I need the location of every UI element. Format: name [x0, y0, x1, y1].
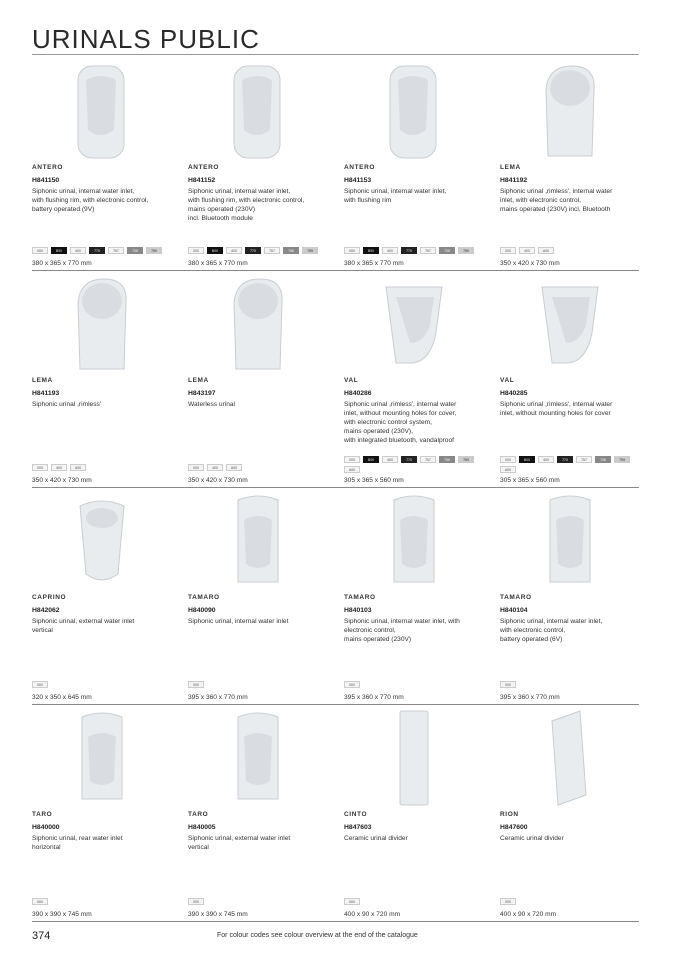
product-brand: LEMA	[500, 164, 521, 171]
product-description	[32, 400, 177, 409]
product-brand: TAMARO	[188, 594, 220, 601]
product-description	[344, 834, 489, 843]
product-dimensions: 350 x 420 x 730 mm	[188, 477, 248, 484]
colour-swatch: 400	[207, 464, 223, 471]
description-line: with integrated bluetooth, vandalproof	[344, 437, 454, 444]
colour-swatch: 000	[344, 247, 360, 254]
product-image	[32, 273, 172, 375]
colour-swatches	[500, 898, 640, 905]
colour-swatch: 770	[401, 247, 417, 254]
footer-note: For colour codes see colour overview at the end of the catalogue	[217, 932, 418, 939]
description-line: vertical	[188, 844, 209, 851]
product-dimensions: 380 x 365 x 770 mm	[32, 260, 92, 267]
description-line: with electronic control,	[500, 627, 566, 634]
product-brand: RION	[500, 811, 519, 818]
colour-swatch: A00	[500, 466, 516, 473]
product-image	[188, 60, 328, 162]
description-line: electronic control,	[344, 627, 396, 634]
product-code: H840005	[188, 824, 216, 831]
colour-swatches	[32, 464, 172, 471]
description-line: with flushing rim, with electronic control,	[188, 197, 305, 204]
product-description	[344, 617, 489, 644]
colour-swatch: 758	[127, 247, 143, 254]
colour-swatch: 000	[32, 464, 48, 471]
colour-swatches	[188, 681, 328, 688]
product-dimensions: 400 x 90 x 720 mm	[500, 911, 557, 918]
colour-swatch: 757	[264, 247, 280, 254]
description-line: mains operated (230V)	[188, 206, 256, 213]
product-code: H841153	[344, 177, 372, 184]
product-image	[344, 60, 484, 162]
description-line: Siphonic urinal ,rimless', internal water	[500, 401, 613, 408]
colour-swatch: 000	[188, 247, 204, 254]
colour-swatch: A00	[70, 464, 86, 471]
colour-swatch: 000	[500, 247, 516, 254]
colour-swatch: 400	[226, 247, 242, 254]
product-card	[500, 488, 645, 704]
product-description	[500, 834, 645, 843]
product-code: H841193	[32, 390, 60, 397]
product-description	[344, 400, 489, 445]
description-line: Siphonic urinal, internal water inlet	[188, 618, 289, 625]
product-card	[500, 271, 645, 487]
product-dimensions: 380 x 365 x 770 mm	[344, 260, 404, 267]
description-line: mains operated (230V) incl. Bluetooth	[500, 206, 611, 213]
colour-swatch: A00	[226, 464, 242, 471]
product-image	[344, 707, 484, 809]
product-description	[344, 187, 489, 205]
product-description	[32, 834, 177, 852]
colour-swatch: 757	[420, 247, 436, 254]
description-line: Siphonic urinal, external water inlet	[32, 618, 135, 625]
colour-swatch: 758	[283, 247, 299, 254]
colour-swatch: 770	[245, 247, 261, 254]
colour-swatch: 400	[519, 247, 535, 254]
description-line: horizontal	[32, 844, 61, 851]
product-brand: TARO	[32, 811, 53, 818]
product-code: H843197	[188, 390, 216, 397]
description-line: Siphonic urinal ,rimless', internal water	[344, 401, 457, 408]
colour-swatch: 757	[108, 247, 124, 254]
colour-swatch: B00	[519, 456, 535, 463]
description-line: with electronic control system,	[344, 419, 432, 426]
colour-swatch: 400	[382, 456, 398, 463]
description-line: inlet, without mounting holes for cover,	[344, 410, 457, 417]
product-brand: TAMARO	[500, 594, 532, 601]
product-grid	[32, 58, 639, 922]
description-line: Siphonic urinal, external water inlet	[188, 835, 291, 842]
description-line: inlet, without mounting holes for cover	[500, 410, 611, 417]
colour-swatches	[344, 456, 484, 473]
product-card	[32, 705, 177, 921]
description-line: vertical	[32, 627, 53, 634]
description-line: incl. Bluetooth module	[188, 215, 253, 222]
colour-swatch: 000	[344, 898, 360, 905]
colour-swatch: 757	[576, 456, 592, 463]
product-dimensions: 305 x 365 x 560 mm	[344, 477, 404, 484]
colour-swatch: 770	[89, 247, 105, 254]
product-dimensions: 395 x 360 x 770 mm	[344, 694, 404, 701]
product-brand: CINTO	[344, 811, 368, 818]
description-line: mains operated (230V),	[344, 428, 413, 435]
product-image	[32, 60, 172, 162]
product-dimensions: 395 x 360 x 770 mm	[500, 694, 560, 701]
product-card	[344, 705, 489, 921]
colour-swatch: 758	[595, 456, 611, 463]
product-image	[500, 273, 640, 375]
product-description	[500, 617, 645, 644]
description-line: Siphonic urinal, internal water inlet,	[32, 188, 135, 195]
product-dimensions: 395 x 360 x 770 mm	[188, 694, 248, 701]
product-description	[500, 187, 645, 214]
description-line: inlet, with electronic control,	[500, 197, 581, 204]
colour-swatch: 759	[458, 456, 474, 463]
colour-swatch: 400	[382, 247, 398, 254]
colour-swatch: 770	[557, 456, 573, 463]
product-dimensions: 390 x 390 x 745 mm	[188, 911, 248, 918]
product-brand: TARO	[188, 811, 209, 818]
product-image	[32, 707, 172, 809]
product-description	[188, 400, 333, 409]
colour-swatch: 000	[188, 464, 204, 471]
product-dimensions: 320 x 350 x 645 mm	[32, 694, 92, 701]
colour-swatches	[188, 898, 328, 905]
product-row	[32, 58, 639, 271]
colour-swatch: 758	[439, 456, 455, 463]
colour-swatch: B00	[51, 247, 67, 254]
product-code: H840000	[32, 824, 60, 831]
colour-swatches	[344, 247, 484, 254]
colour-swatch: B00	[207, 247, 223, 254]
colour-swatch: 000	[344, 456, 360, 463]
product-card	[32, 58, 177, 270]
description-line: Siphonic urinal, internal water inlet,	[500, 618, 603, 625]
description-line: Waterless urinal	[188, 401, 236, 408]
colour-swatch: 400	[51, 464, 67, 471]
product-description	[188, 187, 333, 223]
product-brand: VAL	[500, 377, 515, 384]
page-number: 374	[32, 930, 51, 942]
product-code: H841152	[188, 177, 216, 184]
product-image	[344, 490, 484, 592]
product-card	[188, 705, 333, 921]
colour-swatch: 000	[188, 681, 204, 688]
colour-swatch: 770	[401, 456, 417, 463]
product-code: H840286	[344, 390, 372, 397]
product-description	[500, 400, 645, 418]
product-image	[32, 490, 172, 592]
colour-swatch: 757	[420, 456, 436, 463]
product-card	[188, 271, 333, 487]
colour-swatch: 000	[344, 681, 360, 688]
product-card	[344, 488, 489, 704]
product-description	[32, 187, 177, 214]
product-description	[32, 617, 177, 635]
description-line: Siphonic urinal, internal water inlet,	[188, 188, 291, 195]
colour-swatch: B00	[363, 247, 379, 254]
colour-swatch: 400	[70, 247, 86, 254]
description-line: Siphonic urinal ,rimless'	[32, 401, 102, 408]
colour-swatches	[500, 456, 640, 473]
colour-swatches	[188, 247, 328, 254]
product-brand: LEMA	[32, 377, 53, 384]
product-dimensions: 390 x 390 x 745 mm	[32, 911, 92, 918]
product-row	[32, 705, 639, 922]
product-code: H840285	[500, 390, 528, 397]
product-card	[500, 58, 645, 270]
product-code: H841150	[32, 177, 60, 184]
product-brand: ANTERO	[344, 164, 376, 171]
product-dimensions: 380 x 365 x 770 mm	[188, 260, 248, 267]
description-line: with flushing rim	[344, 197, 392, 204]
colour-swatch: B00	[363, 456, 379, 463]
colour-swatch: 759	[302, 247, 318, 254]
description-line: mains operated (230V)	[344, 636, 412, 643]
product-brand: LEMA	[188, 377, 209, 384]
colour-swatch: 000	[500, 681, 516, 688]
colour-swatches	[500, 681, 640, 688]
product-code: H840090	[188, 607, 216, 614]
description-line: Ceramic urinal divider	[344, 835, 408, 842]
product-brand: TAMARO	[344, 594, 376, 601]
colour-swatch: 759	[146, 247, 162, 254]
colour-swatch: A00	[344, 466, 360, 473]
colour-swatches	[344, 898, 484, 905]
colour-swatch: 000	[500, 898, 516, 905]
colour-swatch: 400	[538, 456, 554, 463]
product-card	[344, 271, 489, 487]
colour-swatches	[500, 247, 640, 254]
product-dimensions: 400 x 90 x 720 mm	[344, 911, 401, 918]
colour-swatches	[32, 681, 172, 688]
description-line: with flushing rim, with electronic control,	[32, 197, 149, 204]
description-line: Ceramic urinal divider	[500, 835, 564, 842]
product-row	[32, 488, 639, 705]
colour-swatches	[344, 681, 484, 688]
product-brand: ANTERO	[188, 164, 220, 171]
colour-swatch: 000	[188, 898, 204, 905]
product-dimensions: 350 x 420 x 730 mm	[500, 260, 560, 267]
description-line: battery operated (6V)	[500, 636, 563, 643]
colour-swatches	[32, 247, 172, 254]
description-line: Siphonic urinal, internal water inlet,	[344, 188, 447, 195]
colour-swatch: 000	[32, 681, 48, 688]
product-code: H841192	[500, 177, 528, 184]
product-code: H840104	[500, 607, 528, 614]
product-code: H842062	[32, 607, 60, 614]
product-image	[500, 60, 640, 162]
colour-swatches	[188, 464, 328, 471]
description-line: Siphonic urinal, internal water inlet, with	[344, 618, 460, 625]
page-title: URINALS PUBLIC	[32, 24, 260, 54]
product-image	[188, 273, 328, 375]
product-code: H847603	[344, 824, 372, 831]
title-divider	[32, 54, 639, 55]
colour-swatch: 000	[500, 456, 516, 463]
product-description	[188, 617, 333, 626]
colour-swatch: A00	[538, 247, 554, 254]
colour-swatch: 000	[32, 898, 48, 905]
description-line: battery operated (9V)	[32, 206, 95, 213]
colour-swatch: 759	[614, 456, 630, 463]
product-code: H847600	[500, 824, 528, 831]
product-image	[500, 707, 640, 809]
description-line: Siphonic urinal, rear water inlet	[32, 835, 123, 842]
product-card	[32, 271, 177, 487]
product-image	[188, 707, 328, 809]
product-dimensions: 305 x 365 x 560 mm	[500, 477, 560, 484]
product-image	[500, 490, 640, 592]
product-card	[344, 58, 489, 270]
colour-swatch: 758	[439, 247, 455, 254]
product-brand: ANTERO	[32, 164, 64, 171]
product-image	[344, 273, 484, 375]
colour-swatch: 000	[32, 247, 48, 254]
product-description	[188, 834, 333, 852]
product-row	[32, 271, 639, 488]
description-line: Siphonic urinal ,rimless', internal water	[500, 188, 613, 195]
product-card	[32, 488, 177, 704]
product-card	[188, 58, 333, 270]
product-brand: CAPRINO	[32, 594, 67, 601]
product-card	[500, 705, 645, 921]
product-code: H840103	[344, 607, 372, 614]
colour-swatches	[32, 898, 172, 905]
product-image	[188, 490, 328, 592]
product-card	[188, 488, 333, 704]
colour-swatch: 759	[458, 247, 474, 254]
product-dimensions: 350 x 420 x 730 mm	[32, 477, 92, 484]
product-brand: VAL	[344, 377, 359, 384]
